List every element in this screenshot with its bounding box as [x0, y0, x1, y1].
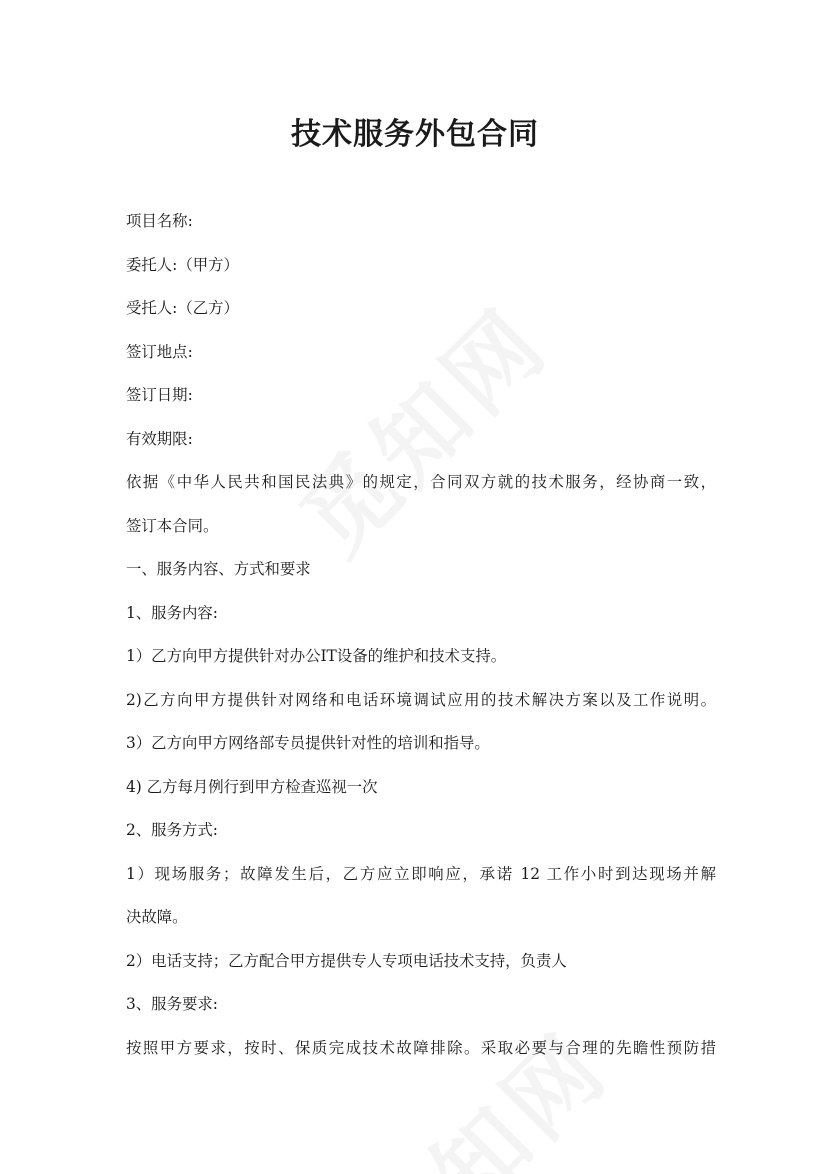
paragraph-line: 依据《中华人民共和国民法典》的规定，合同双方就的技术服务，经协商一致， [126, 473, 716, 491]
section-heading: 一、服务内容、方式和要求 [126, 560, 311, 578]
list-item: 4) 乙方每月例行到甲方检查巡视一次 [126, 777, 378, 796]
list-item: 2)乙方向甲方提供针对网络和电话环境调试应用的技术解决方案以及工作说明。 [126, 690, 716, 709]
project-name-line: 项目名称: [126, 212, 193, 230]
subsection-heading: 2、服务方式: [126, 821, 218, 839]
contract-title: 技术服务外包合同 [291, 117, 539, 152]
list-item: 1）乙方向甲方提供针对办公IT设备的维护和技术支持。 [126, 647, 507, 665]
subsection-heading: 1、服务内容: [126, 603, 218, 622]
paragraph-line: 签订本合同。 [126, 516, 219, 535]
subsection-heading: 3、服务要求: [126, 995, 218, 1013]
client-party-a-line: 委托人:（甲方） [126, 255, 239, 274]
list-item: 1）现场服务；故障发生后，乙方应立即响应，承诺 12 工作小时到达现场并解 [126, 864, 716, 883]
list-item-continuation: 决故障。 [126, 908, 188, 926]
validity-period-line: 有效期限: [126, 429, 193, 448]
paragraph-line: 按照甲方要求，按时、保质完成技术故障排除。采取必要与合理的先瞻性预防措 [126, 1038, 716, 1057]
signing-date-line: 签订日期: [126, 386, 193, 404]
list-item: 3）乙方向甲方网络部专员提供针对性的培训和指导。 [126, 734, 490, 752]
signing-location-line: 签订地点: [126, 342, 193, 361]
contract-body [126, 200, 716, 1070]
list-item: 2）电话支持；乙方配合甲方提供专人专项电话技术支持，负责人 [126, 951, 567, 970]
contractor-party-b-line: 受托人:（乙方） [126, 299, 239, 317]
